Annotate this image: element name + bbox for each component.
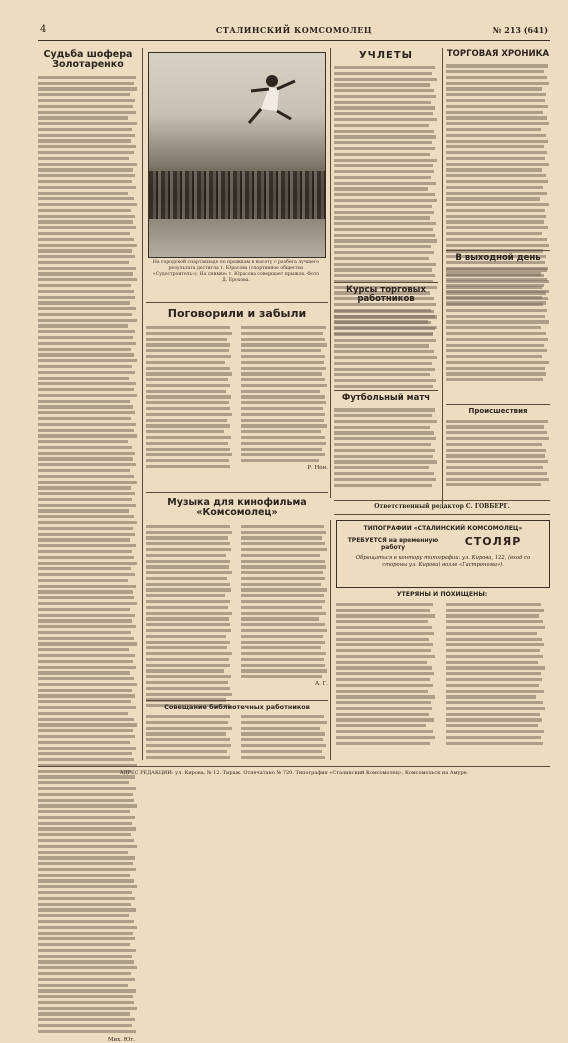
headline: УЧЛЕТЫ	[358, 50, 414, 61]
footer-rule	[38, 766, 550, 767]
headline: Судьба шофера Золотаренко	[43, 49, 133, 71]
article-music	[146, 498, 328, 705]
signature: Р. Нон.	[307, 464, 328, 471]
column-divider	[442, 48, 443, 504]
footer-address: АДРЕС РЕДАКЦИИ: ул. Кирова, № 12. Тираж. Отпечатано № 720. Типография «Сталинский Комсомолец», Комсомольск на Амуре.	[119, 770, 469, 776]
article-body	[446, 603, 546, 748]
section-rule	[446, 250, 550, 251]
column-divider	[142, 48, 143, 760]
column-divider	[330, 520, 331, 760]
sports-photo	[148, 52, 326, 258]
ad-job: СТОЛЯР	[464, 535, 522, 548]
ad-required: ТРЕБУЕТСЯ на временную работу	[347, 537, 439, 551]
article-body	[446, 420, 550, 487]
issue-number: № 213 (641)	[492, 25, 548, 35]
article-body	[334, 310, 438, 388]
article-body	[146, 525, 233, 710]
article-body	[146, 326, 233, 471]
section-rule	[146, 302, 328, 303]
headline: Совещание библиотечных работников	[164, 703, 310, 711]
article-day-off	[446, 254, 550, 384]
article-body	[241, 715, 328, 761]
headline: УТЕРЯНЫ И ПОХИЩЕНЫ:	[396, 591, 488, 598]
section-rule	[334, 282, 438, 283]
job-ad	[336, 520, 550, 588]
signature: А. Г.	[314, 680, 328, 687]
headline: Музыка для кинофильма «Комсомолец»	[167, 497, 307, 519]
article-courses	[334, 286, 438, 391]
article-incidents	[446, 408, 550, 489]
section-rule	[446, 404, 550, 405]
article-body	[146, 715, 233, 761]
headline: Поговорили и забыли	[167, 307, 307, 320]
section-rule	[334, 500, 550, 501]
headline: ТОРГОВАЯ ХРОНИКА	[446, 49, 550, 59]
article-body	[446, 268, 550, 381]
article-driver	[38, 50, 138, 1043]
section-rule	[146, 700, 328, 701]
article-football	[334, 394, 438, 489]
section-rule	[334, 390, 438, 391]
ad-address: Обращаться в контору типографии: ул. Кирова, 122, (вход со стороны ул. Кирова) возле «Гастронома»).	[355, 555, 531, 569]
article-body	[334, 408, 438, 486]
column-divider	[330, 48, 331, 498]
signature: Мих. Юг.	[107, 1036, 135, 1043]
page-number: 4	[40, 24, 47, 35]
section-rule	[334, 514, 550, 515]
jumper-figure	[239, 71, 299, 141]
headline: В выходной день	[455, 253, 541, 263]
section-rule	[146, 492, 328, 493]
headline: Футбольный матч	[341, 393, 431, 403]
headline: Курсы торговых работников	[346, 285, 426, 305]
article-body	[38, 76, 138, 1033]
lost-items	[336, 592, 548, 753]
editor-line: Ответственный редактор С. ГОВБЕРГ.	[374, 503, 510, 510]
article-body	[241, 525, 328, 687]
headline: Происшествия	[468, 407, 528, 415]
article-library	[146, 704, 328, 759]
ad-title: ТИПОГРАФИИ «СТАЛИНСКИЙ КОМСОМОЛЕЦ»	[363, 525, 523, 532]
article-poll	[146, 308, 328, 474]
article-body	[241, 326, 328, 471]
newspaper-title: СТАЛИНСКИЙ КОМСОМОЛЕЦ	[215, 25, 373, 35]
article-body	[336, 603, 436, 748]
photo-caption: На городской спартакиаде по прыжкам в высоту с разбега лучшего результата достигла т. Юрасова (спортивное общество «Судостроитель»). На снимке: т. Юрасова совершает прыжок. Фото Д. Ерохова.	[152, 260, 320, 283]
page-header	[38, 22, 550, 41]
